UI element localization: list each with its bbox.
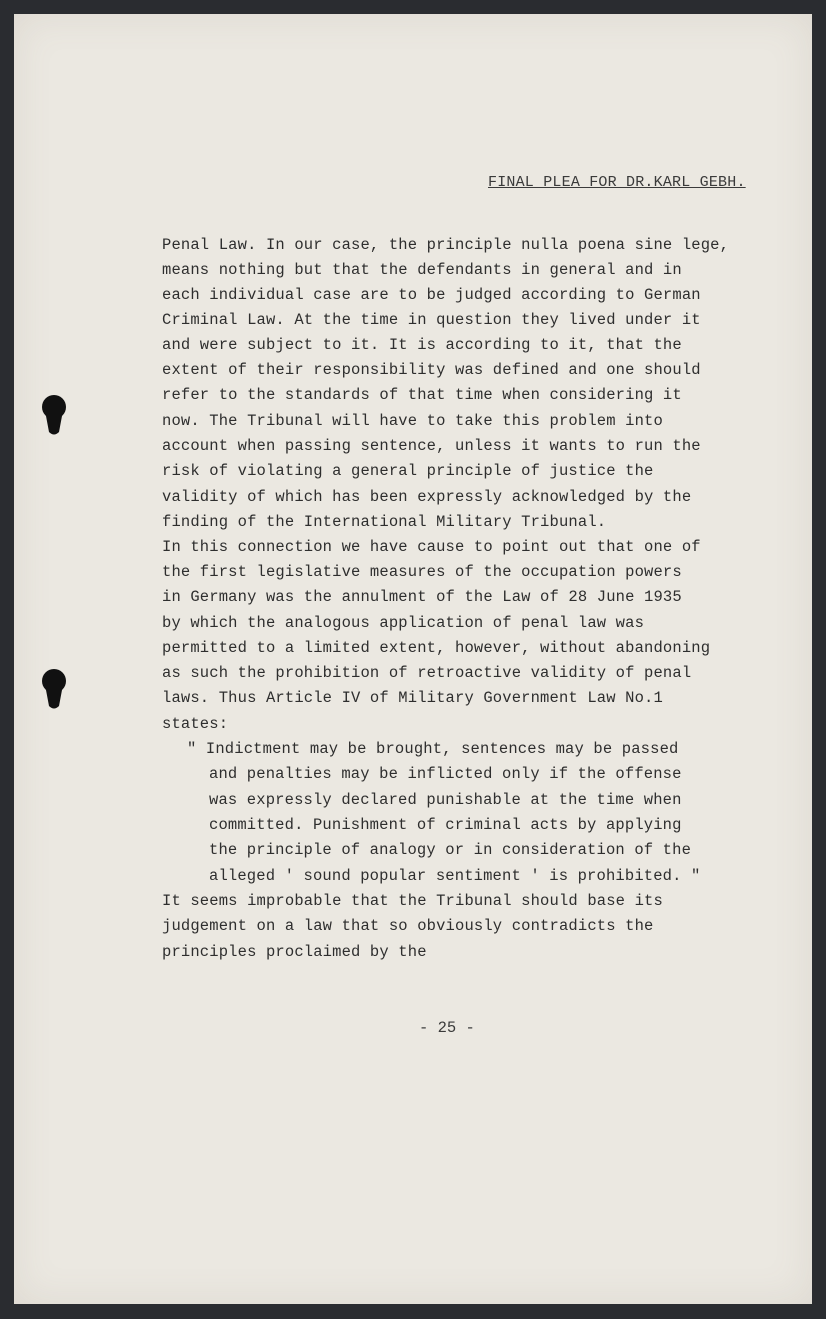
text-line: extent of their responsibility was defined and one should [162, 361, 701, 379]
quote-line: committed. Punishment of criminal acts by applying [209, 816, 682, 834]
text-line: the first legislative measures of the occupation powers [162, 563, 682, 581]
quote-line: and penalties may be inflicted only if the offense [209, 765, 682, 783]
quote-line: " Indictment may be brought, sentences may be passed [187, 740, 679, 758]
text-line: Penal Law. In our case, the principle nulla poena sine lege, [162, 236, 730, 254]
text-line: laws. Thus Article IV of Military Government Law No.1 [162, 689, 663, 707]
punch-hole-mark-bottom [41, 666, 67, 712]
text-line: It seems improbable that the Tribunal should base its [162, 892, 663, 910]
text-line: as such the prohibition of retroactive validity of penal [162, 664, 692, 682]
document-page [14, 14, 812, 1304]
text-line: states: [162, 715, 229, 733]
text-line: In this connection we have cause to point out that one of [162, 538, 701, 556]
text-line: risk of violating a general principle of justice the [162, 462, 654, 480]
text-line: each individual case are to be judged according to German [162, 286, 701, 304]
text-line: validity of which has been expressly acknowledged by the [162, 488, 692, 506]
page-number: - 25 - [419, 1019, 475, 1037]
text-line: finding of the International Military Tribunal. [162, 513, 607, 531]
text-line: account when passing sentence, unless it wants to run the [162, 437, 701, 455]
quote-line: was expressly declared punishable at the time when [209, 791, 682, 809]
text-line: permitted to a limited extent, however, without abandoning [162, 639, 711, 657]
quote-line: the principle of analogy or in consideration of the [209, 841, 692, 859]
quote-line: alleged ' sound popular sentiment ' is prohibited. " [209, 867, 701, 885]
text-line: and were subject to it. It is according to it, that the [162, 336, 682, 354]
text-line: principles proclaimed by the [162, 943, 427, 961]
document-header: FINAL PLEA FOR DR.KARL GEBH. [488, 174, 746, 191]
text-line: in Germany was the annulment of the Law of 28 June 1935 [162, 588, 682, 606]
text-line: judgement on a law that so obviously contradicts the [162, 917, 654, 935]
text-line: now. The Tribunal will have to take this problem into [162, 412, 663, 430]
text-line: Criminal Law. At the time in question they lived under it [162, 311, 701, 329]
punch-hole-mark-top [41, 392, 67, 438]
text-line: by which the analogous application of penal law was [162, 614, 645, 632]
text-line: refer to the standards of that time when considering it [162, 386, 682, 404]
text-line: means nothing but that the defendants in general and in [162, 261, 682, 279]
